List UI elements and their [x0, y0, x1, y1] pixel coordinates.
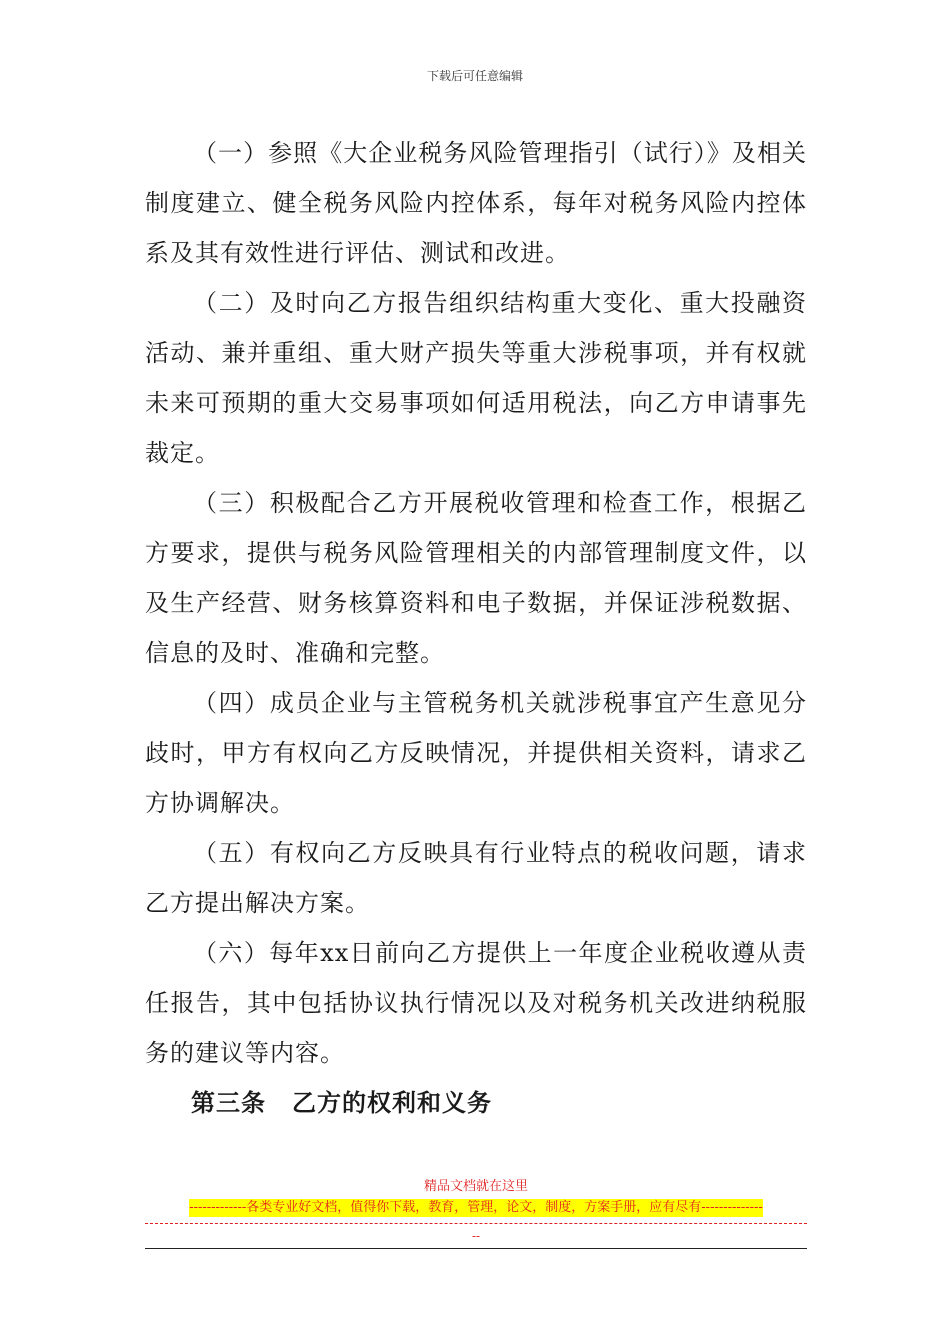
paragraph-2: （二）及时向乙方报告组织结构重大变化、重大投融资活动、兼并重组、重大财产损失等重大涉税事项，并有权就未来可预期的重大交易事项如何适用税法，向乙方申请事先裁定。: [145, 289, 807, 467]
footer-dash: --: [471, 1229, 481, 1243]
footer: [145, 1178, 807, 1249]
section-number: 第三条: [191, 1089, 266, 1117]
header-note: 下载后可任意编辑: [426, 69, 523, 83]
footer-slogan: -------------各类专业好文档，值得你下载，教育，管理，论文，制度，方案手册，应有尽有--------------: [189, 1200, 763, 1215]
section-title: 乙方的权利和义务: [292, 1089, 492, 1117]
paragraph-5: （五）有权向乙方反映具有行业特点的税收问题，请求乙方提出解决方案。: [145, 839, 807, 917]
paragraph-6: （六）每年xx日前向乙方提供上一年度企业税收遵从责任报告，其中包括协议执行情况以及对税务机关改进纳税服务的建议等内容。: [145, 939, 807, 1067]
footer-title: 精品文档就在这里: [423, 1179, 528, 1194]
section-heading: [145, 1078, 807, 1128]
footer-dashed-rule: [145, 1223, 807, 1224]
paragraph-4: （四）成员企业与主管税务机关就涉税事宜产生意见分歧时，甲方有权向乙方反映情况，并提供相关资料，请求乙方协调解决。: [145, 689, 807, 817]
paragraph-3: （三）积极配合乙方开展税收管理和检查工作，根据乙方要求，提供与税务风险管理相关的内部管理制度文件，以及生产经营、财务核算资料和电子数据，并保证涉税数据、信息的及时、准确和完整。: [145, 489, 807, 667]
document-body: [145, 128, 807, 1128]
paragraph-1: （一）参照《大企业税务风险管理指引（试行）》及相关制度建立、健全税务风险内控体系，每年对税务风险内控体系及其有效性进行评估、测试和改进。: [145, 139, 807, 267]
footer-divider: [145, 1248, 807, 1249]
